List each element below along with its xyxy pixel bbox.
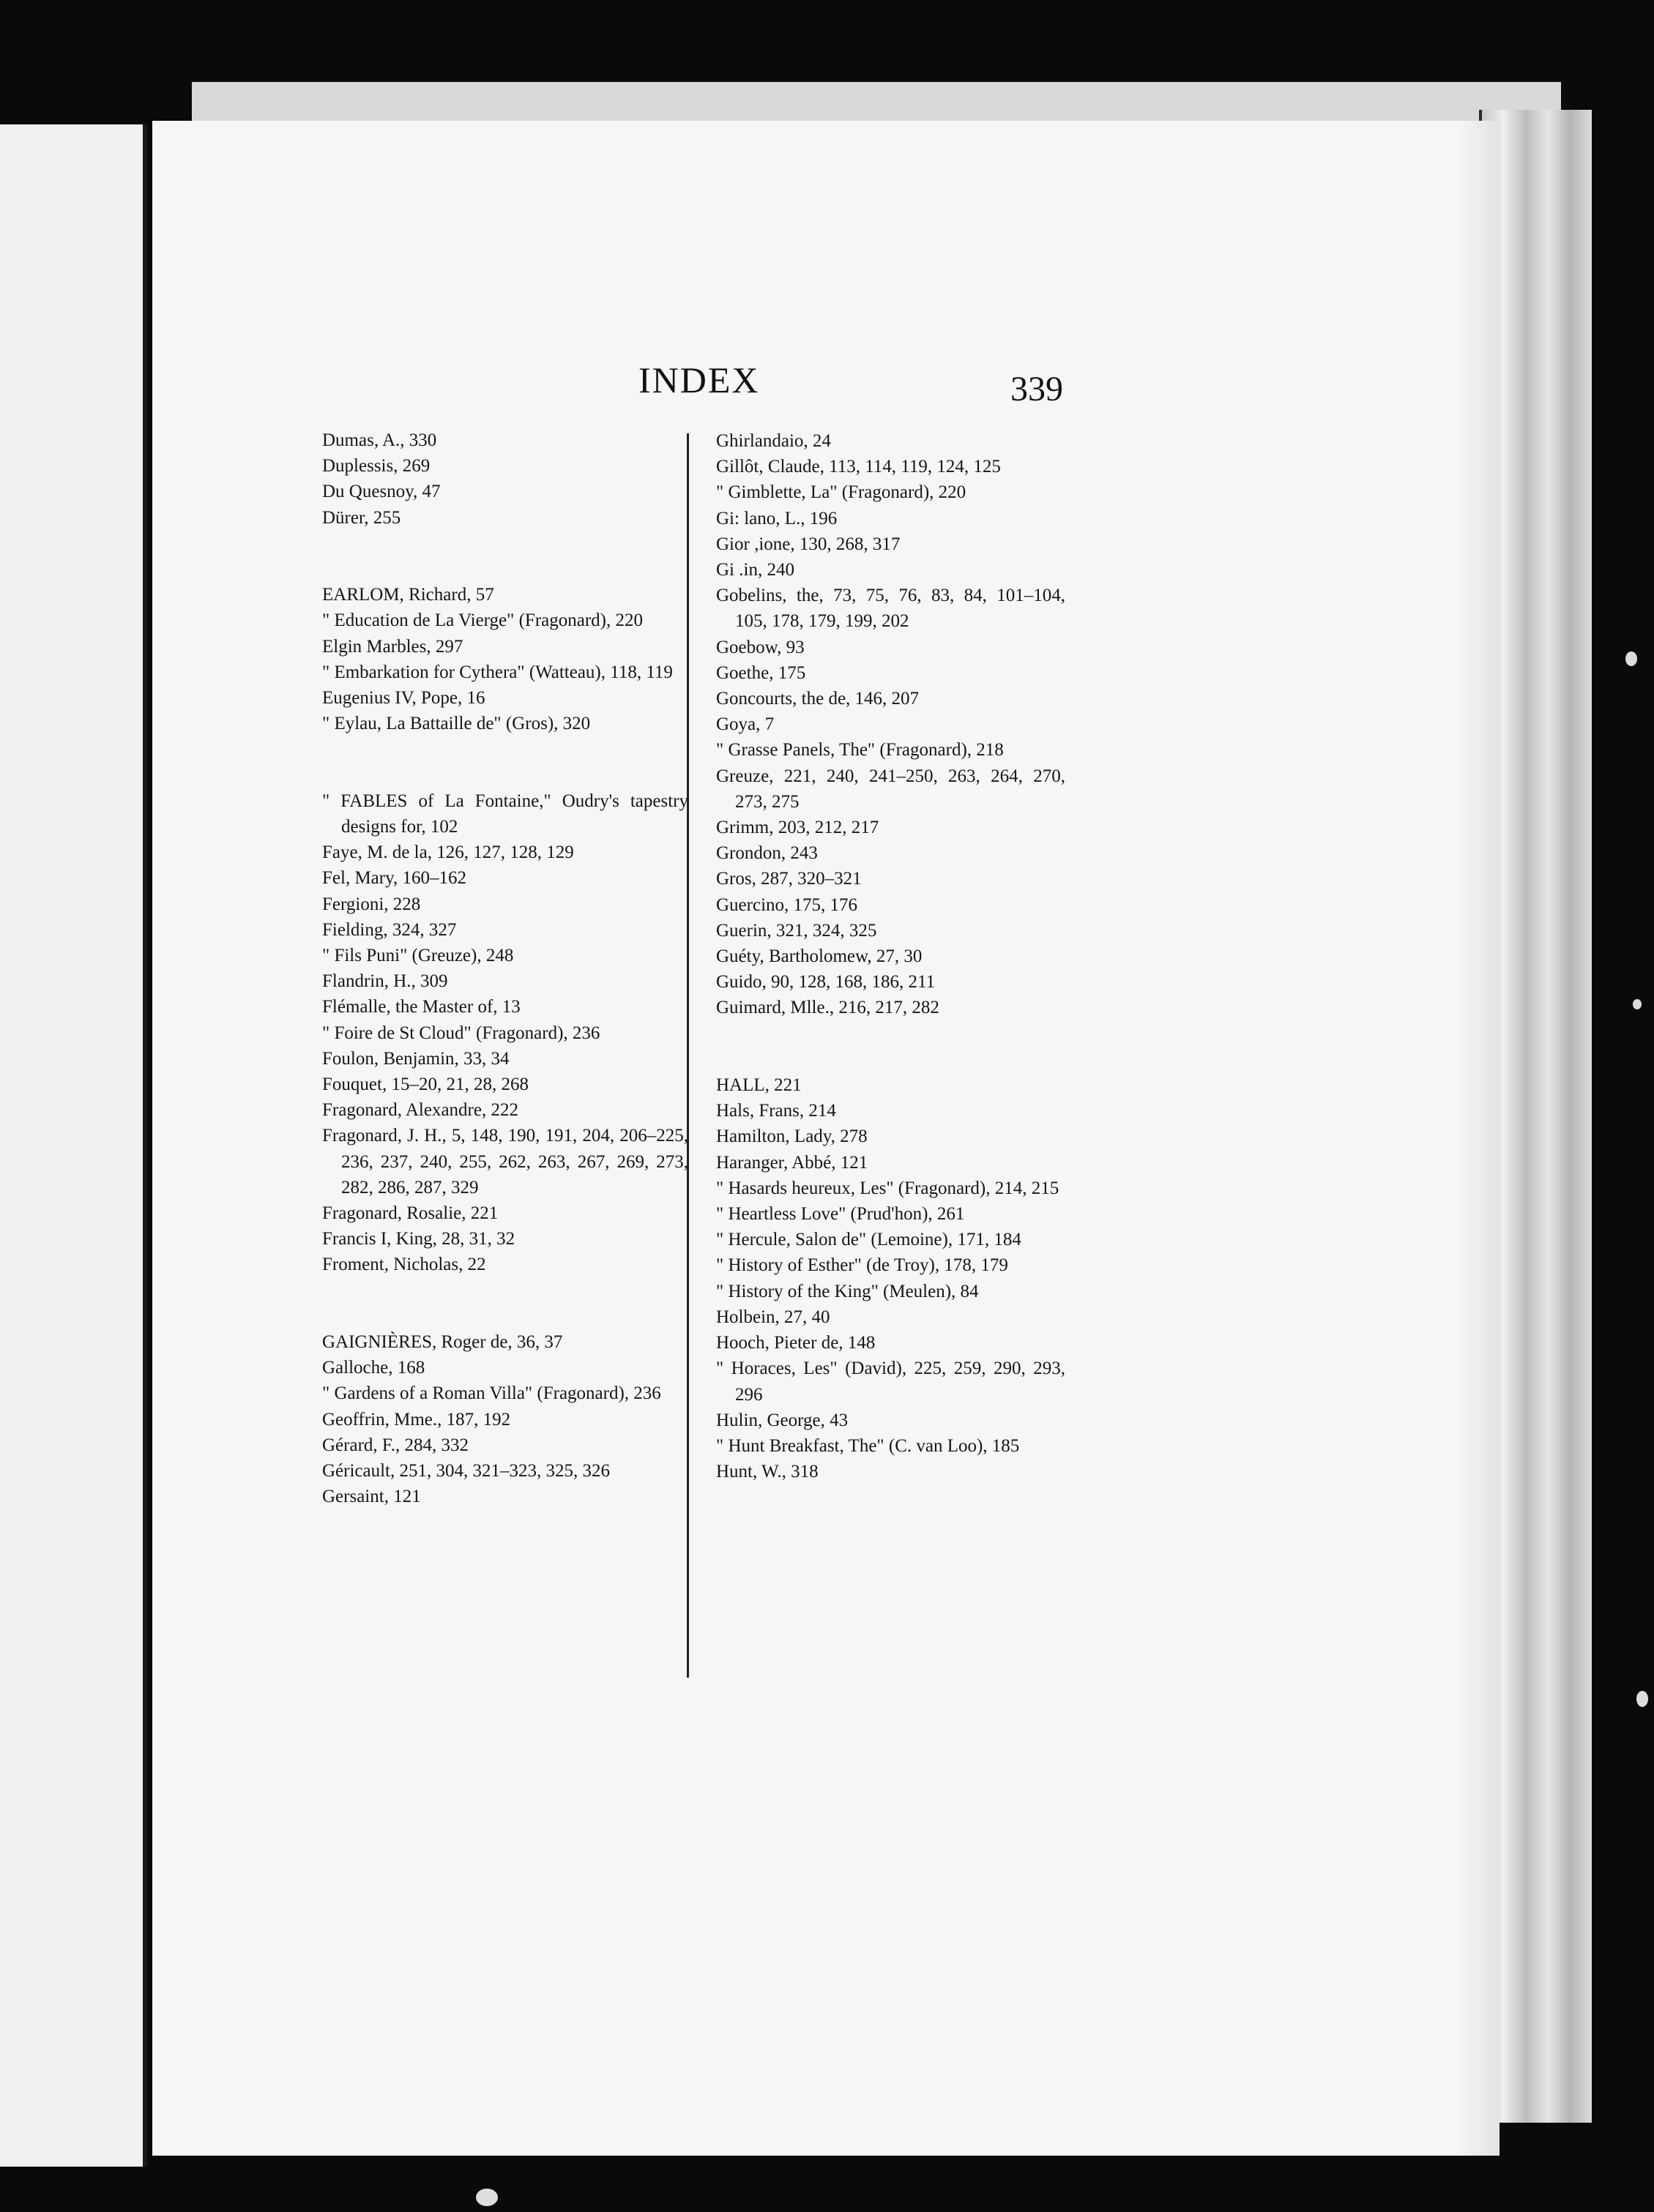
letter-gap bbox=[322, 531, 688, 582]
index-entry: Dürer, 255 bbox=[322, 507, 401, 528]
index-entry: Fragonard, Alexandre, 222 bbox=[322, 1100, 518, 1121]
letter-gap bbox=[322, 736, 688, 788]
index-entry: Elgin Marbles, 297 bbox=[322, 636, 463, 657]
index-entry: Gi: lano, L., 196 bbox=[716, 508, 838, 528]
index-entry: " Gimblette, La" (Fragonard), 220 bbox=[716, 482, 966, 503]
index-entry: Galloche, 168 bbox=[322, 1358, 425, 1378]
index-entry: Grimm, 203, 212, 217 bbox=[716, 818, 879, 838]
index-entry: " History of Esther" (de Troy), 178, 179 bbox=[716, 1255, 1008, 1276]
index-entry: " Hercule, Salon de" (Lemoine), 171, 184 bbox=[716, 1230, 1021, 1250]
index-entry: " Gardens of a Roman Villa" (Fragonard), 236 bbox=[322, 1383, 661, 1404]
index-entry: Foulon, Benjamin, 33, 34 bbox=[322, 1048, 510, 1069]
index-column-right bbox=[716, 428, 1065, 1484]
index-entry: " FABLES of La Fontaine," Oudry's tapestry designs for, 102 bbox=[322, 791, 688, 837]
letter-gap bbox=[716, 1021, 1065, 1072]
facing-page-edge bbox=[0, 124, 147, 2167]
index-entry: Fouquet, 15–20, 21, 28, 268 bbox=[322, 1075, 529, 1095]
index-entry: Flémalle, the Master of, 13 bbox=[322, 997, 521, 1017]
index-entry: Goncourts, the de, 146, 207 bbox=[716, 689, 920, 709]
index-entry: " Fils Puni" (Greuze), 248 bbox=[322, 946, 514, 966]
index-entry: Ghirlandaio, 24 bbox=[716, 431, 831, 451]
index-entry: Dumas, A., 330 bbox=[322, 430, 437, 450]
index-entry: Fragonard, J. H., 5, 148, 190, 191, 204, 206–225, 236, 237, 240, 255, 262, 263, 267, 269, 273, 282, 286, 287, 329 bbox=[322, 1126, 688, 1197]
index-entry: " Eylau, La Battaille de" (Gros), 320 bbox=[322, 714, 591, 734]
page-title: INDEX bbox=[638, 359, 760, 400]
index-entry: Guido, 90, 128, 168, 186, 211 bbox=[716, 972, 936, 993]
index-entry: " Hunt Breakfast, The" (C. van Loo), 185 bbox=[716, 1435, 1020, 1456]
index-entry: Gi .in, 240 bbox=[716, 560, 794, 580]
index-entry: Hunt, W., 318 bbox=[716, 1462, 819, 1482]
index-entry: Fel, Mary, 160–162 bbox=[322, 868, 466, 889]
index-entry: HALL, 221 bbox=[716, 1075, 802, 1096]
index-entry: Géricault, 251, 304, 321–323, 325, 326 bbox=[322, 1461, 611, 1481]
page-shadow bbox=[1456, 121, 1500, 2156]
index-entry: " History of the King" (Meulen), 84 bbox=[716, 1281, 979, 1301]
index-entry: Gobelins, the, 73, 75, 76, 83, 84, 101–104, 105, 178, 179, 199, 202 bbox=[716, 586, 1065, 632]
index-entry: " Grasse Panels, The" (Fragonard), 218 bbox=[716, 740, 1004, 761]
letter-gap bbox=[322, 1278, 688, 1329]
index-entry: Faye, M. de la, 126, 127, 128, 129 bbox=[322, 842, 574, 863]
index-entry: Hals, Frans, 214 bbox=[716, 1101, 836, 1121]
index-entry: Goebow, 93 bbox=[716, 637, 805, 657]
index-entry: GAIGNIÈRES, Roger de, 36, 37 bbox=[322, 1332, 563, 1353]
index-entry: Goya, 7 bbox=[716, 714, 775, 735]
index-entry: Gillôt, Claude, 113, 114, 119, 124, 125 bbox=[716, 457, 1001, 477]
scan-speck bbox=[1633, 999, 1642, 1009]
index-entry: Duplessis, 269 bbox=[322, 456, 431, 477]
scan-speck bbox=[476, 2189, 498, 2206]
index-entry: Goethe, 175 bbox=[716, 662, 806, 683]
index-entry: " Embarkation for Cythera" (Watteau), 118, 119 bbox=[322, 662, 673, 682]
index-entry: Greuze, 221, 240, 241–250, 263, 264, 270, 273, 275 bbox=[716, 766, 1065, 812]
index-entry: Haranger, Abbé, 121 bbox=[716, 1152, 868, 1173]
index-entry: Grondon, 243 bbox=[716, 843, 818, 864]
index-entry: Geoffrin, Mme., 187, 192 bbox=[322, 1409, 511, 1430]
index-entry: Hamilton, Lady, 278 bbox=[716, 1126, 868, 1147]
index-entry: Guerin, 321, 324, 325 bbox=[716, 920, 877, 941]
index-entry: Francis I, King, 28, 31, 32 bbox=[322, 1229, 515, 1249]
index-entry: Fragonard, Rosalie, 221 bbox=[322, 1203, 499, 1224]
index-entry: " Education de La Vierge" (Fragonard), 220 bbox=[322, 610, 643, 631]
index-entry: Hulin, George, 43 bbox=[716, 1410, 849, 1430]
index-entry: EARLOM, Richard, 57 bbox=[322, 585, 494, 605]
index-entry: Guimard, Mlle., 216, 217, 282 bbox=[716, 998, 939, 1018]
index-entry: Fergioni, 228 bbox=[322, 894, 421, 914]
index-entry: Guercino, 175, 176 bbox=[716, 894, 858, 915]
index-entry: Flandrin, H., 309 bbox=[322, 971, 448, 992]
index-entry: Holbein, 27, 40 bbox=[716, 1307, 830, 1327]
index-column-left bbox=[322, 427, 688, 1509]
index-entry: Eugenius IV, Pope, 16 bbox=[322, 688, 485, 709]
index-entry: Froment, Nicholas, 22 bbox=[322, 1255, 486, 1275]
scan-speck bbox=[1636, 1691, 1648, 1707]
index-entry: Gros, 287, 320–321 bbox=[716, 869, 862, 889]
scan-speck bbox=[1625, 651, 1637, 666]
index-entry: " Heartless Love" (Prud'hon), 261 bbox=[716, 1204, 965, 1225]
index-entry: Gior ,ione, 130, 268, 317 bbox=[716, 534, 901, 554]
index-entry: Gersaint, 121 bbox=[322, 1487, 421, 1507]
index-entry: " Horaces, Les" (David), 225, 259, 290, 293, 296 bbox=[716, 1359, 1065, 1405]
index-entry: Guéty, Bartholomew, 27, 30 bbox=[716, 946, 923, 967]
index-entry: Du Quesnoy, 47 bbox=[322, 482, 441, 502]
page-number: 339 bbox=[1010, 370, 1063, 408]
index-entry: Hooch, Pieter de, 148 bbox=[716, 1333, 876, 1353]
index-entry: " Foire de St Cloud" (Fragonard), 236 bbox=[322, 1023, 600, 1043]
index-entry: " Hasards heureux, Les" (Fragonard), 214, 215 bbox=[716, 1178, 1059, 1198]
index-entry: Gérard, F., 284, 332 bbox=[322, 1435, 469, 1455]
index-entry: Fielding, 324, 327 bbox=[322, 919, 457, 940]
